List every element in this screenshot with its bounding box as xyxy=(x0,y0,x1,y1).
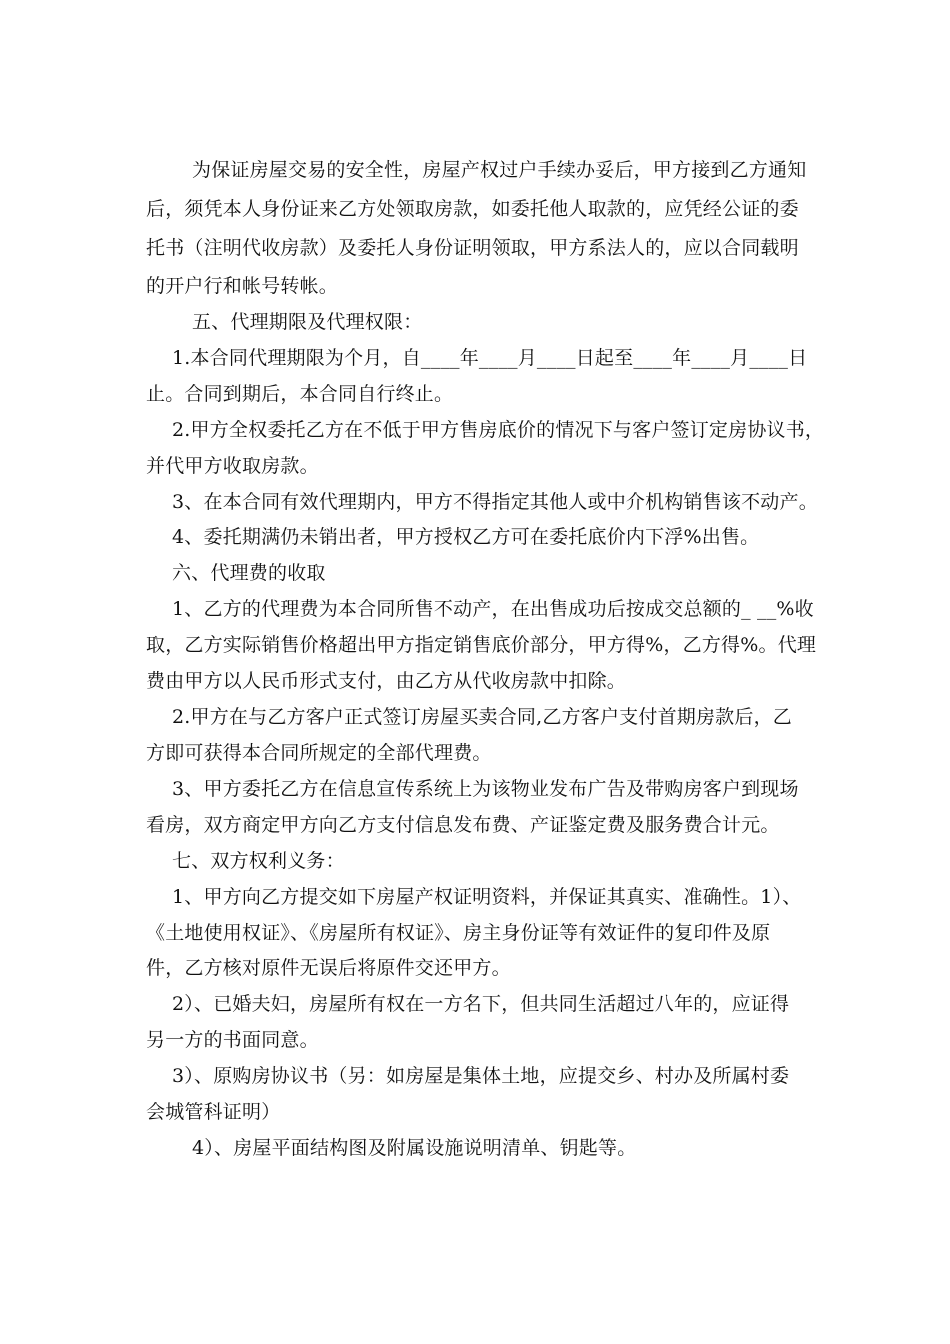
section-heading: 七、双方权利义务： xyxy=(172,850,345,872)
paragraph-line: 托书（注明代收房款）及委托人身份证明领取，甲方系法人的，应以合同载明 xyxy=(146,237,799,259)
section-heading: 五、代理期限及代理权限： xyxy=(192,311,423,333)
paragraph-line: 2）、已婚夫妇，房屋所有权在一方名下，但共同生活超过八年的，应证得 xyxy=(172,993,790,1015)
paragraph-line: 3）、原购房协议书（另：如房屋是集体土地，应提交乡、村办及所属村委 xyxy=(172,1065,790,1087)
paragraph-line: 2.甲方全权委托乙方在不低于甲方售房底价的情况下与客户签订定房协议书， xyxy=(172,419,825,441)
paragraph-line: 4）、房屋平面结构图及附属设施说明清单、钥匙等。 xyxy=(192,1137,637,1159)
section-heading: 六、代理费的收取 xyxy=(172,562,326,584)
paragraph-line: 件，乙方核对原件无误后将原件交还甲方。 xyxy=(146,957,511,979)
paragraph-line: 1、甲方向乙方提交如下房屋产权证明资料，并保证其真实、准确性。1）、 xyxy=(172,886,802,908)
paragraph-line: 后，须凭本人身份证来乙方处领取房款，如委托他人取款的，应凭经公证的委 xyxy=(146,198,799,220)
paragraph-line: 会城管科证明） xyxy=(146,1101,281,1123)
paragraph-line: 取，乙方实际销售价格超出甲方指定销售底价部分，甲方得%，乙方得%。代理 xyxy=(146,634,817,656)
paragraph-line: 3、在本合同有效代理期内，甲方不得指定其他人或中介机构销售该不动产。 xyxy=(172,491,818,513)
paragraph-line: 2.甲方在与乙方客户正式签订房屋买卖合同,乙方客户支付首期房款后，乙 xyxy=(172,706,792,728)
paragraph-line: 费由甲方以人民币形式支付，由乙方从代收房款中扣除。 xyxy=(146,670,627,692)
paragraph-line: 1.本合同代理期限为个月，自____年____月____日起至____年____月____日 xyxy=(172,347,808,369)
paragraph-line: 并代甲方收取房款。 xyxy=(146,455,319,477)
paragraph-line: 止。合同到期后，本合同自行终止。 xyxy=(146,383,454,405)
paragraph-line: 方即可获得本合同所规定的全部代理费。 xyxy=(146,742,492,764)
paragraph-line: 看房，双方商定甲方向乙方支付信息发布费、产证鉴定费及服务费合计元。 xyxy=(146,814,780,836)
paragraph-line: 《土地使用权证》、《房屋所有权证》、房主身份证等有效证件的复印件及原 xyxy=(146,922,771,944)
paragraph-line: 的开户行和帐号转帐。 xyxy=(146,275,339,297)
paragraph-line: 另一方的书面同意。 xyxy=(146,1029,319,1051)
paragraph-line: 为保证房屋交易的安全性，房屋产权过户手续办妥后，甲方接到乙方通知 xyxy=(192,159,807,181)
paragraph-line: 1、乙方的代理费为本合同所售不动产，在出售成功后按成交总额的_ __%收 xyxy=(172,598,814,620)
paragraph-line: 3、甲方委托乙方在信息宣传系统上为该物业发布广告及带购房客户到现场 xyxy=(172,778,799,800)
paragraph-line: 4、委托期满仍未销出者，甲方授权乙方可在委托底价内下浮%出售。 xyxy=(172,526,760,548)
